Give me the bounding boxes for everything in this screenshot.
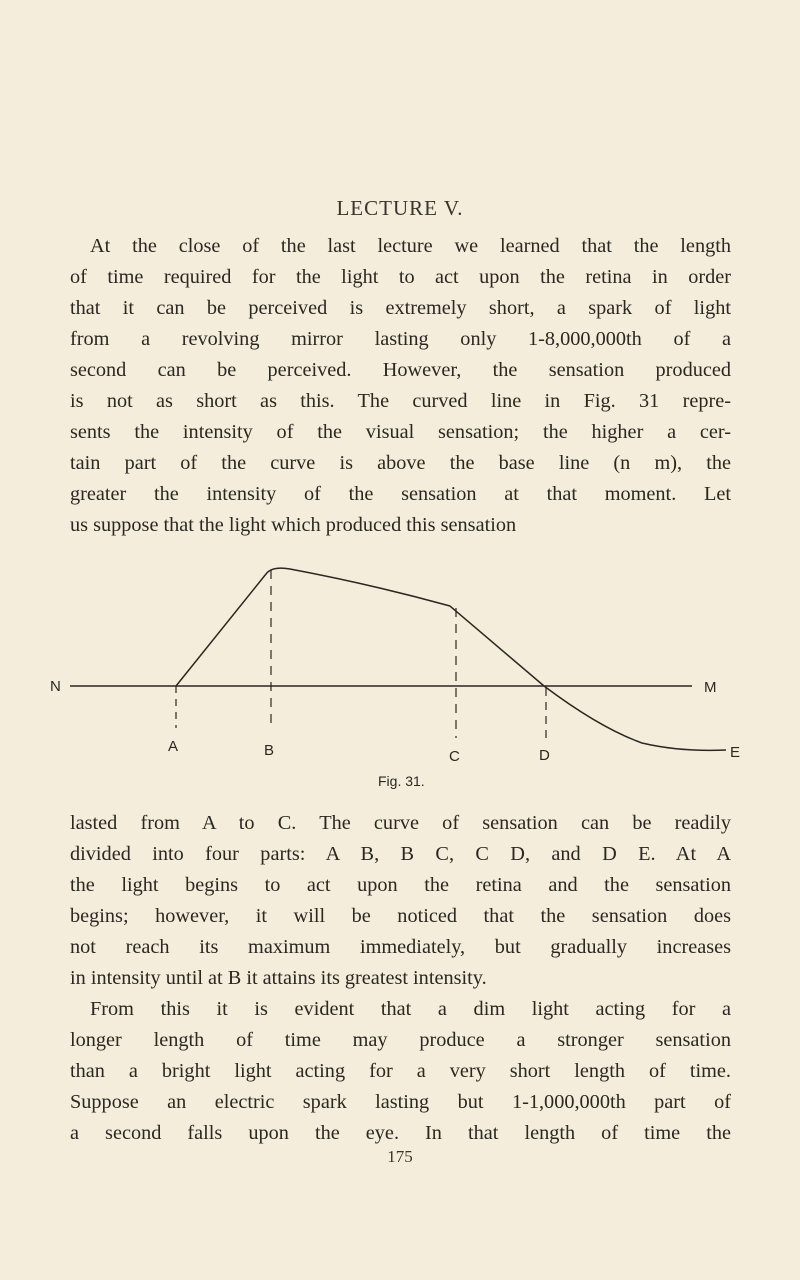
label-m: M — [704, 679, 717, 696]
label-n: N — [50, 678, 61, 695]
text-line: sents the intensity of the visual sensation; the higher a cer- — [70, 421, 731, 443]
label-e: E — [730, 744, 741, 761]
text-line: At the close of the last lecture we learned that the length — [90, 235, 731, 257]
text-line: from a revolving mirror lasting only 1-8,000,000th of a — [70, 328, 731, 350]
text-line: us suppose that the light which produced this sensation — [70, 514, 517, 536]
label-c: C — [449, 748, 460, 765]
text-line: than a bright light acting for a very short length of time. — [70, 1060, 731, 1082]
page-number: 175 — [387, 1147, 413, 1166]
text-line: begins; however, it will be noticed that the sensation does — [70, 905, 731, 927]
text-line: the light begins to act upon the retina and the sensation — [70, 874, 731, 896]
text-line: lasted from A to C. The curve of sensation can be readily — [70, 812, 731, 834]
text-line: not reach its maximum immediately, but gradually increases — [70, 936, 731, 958]
text-line: longer length of time may produce a stronger sensation — [70, 1029, 731, 1051]
figure-caption: Fig. 31. — [378, 773, 425, 789]
sensation-curve — [176, 568, 726, 750]
text-line: second can be perceived. However, the sensation produced — [70, 359, 731, 381]
label-d: D — [539, 747, 550, 764]
label-b: B — [264, 742, 275, 759]
text-line: Suppose an electric spark lasting but 1-1,000,000th part of — [70, 1091, 731, 1113]
text-line: divided into four parts: A B, B C, C D, and D E. At A — [70, 843, 731, 865]
text-line: tain part of the curve is above the base line (n m), the — [70, 452, 731, 474]
text-line: in intensity until at B it attains its greatest intensity. — [70, 967, 487, 989]
text-line: From this it is evident that a dim light acting for a — [90, 998, 731, 1020]
text-line: of time required for the light to act upon the retina in order — [70, 266, 731, 288]
sensation-curve-diagram — [40, 540, 760, 790]
label-a: A — [168, 738, 179, 755]
text-line: that it can be perceived is extremely short, a spark of light — [70, 297, 731, 319]
text-line: a second falls upon the eye. In that length of time the — [70, 1122, 731, 1144]
lecture-heading: LECTURE V. — [336, 196, 464, 220]
text-line: is not as short as this. The curved line in Fig. 31 repre- — [70, 390, 731, 412]
text-line: greater the intensity of the sensation at that moment. Let — [70, 483, 731, 505]
figure-31 — [40, 540, 760, 790]
